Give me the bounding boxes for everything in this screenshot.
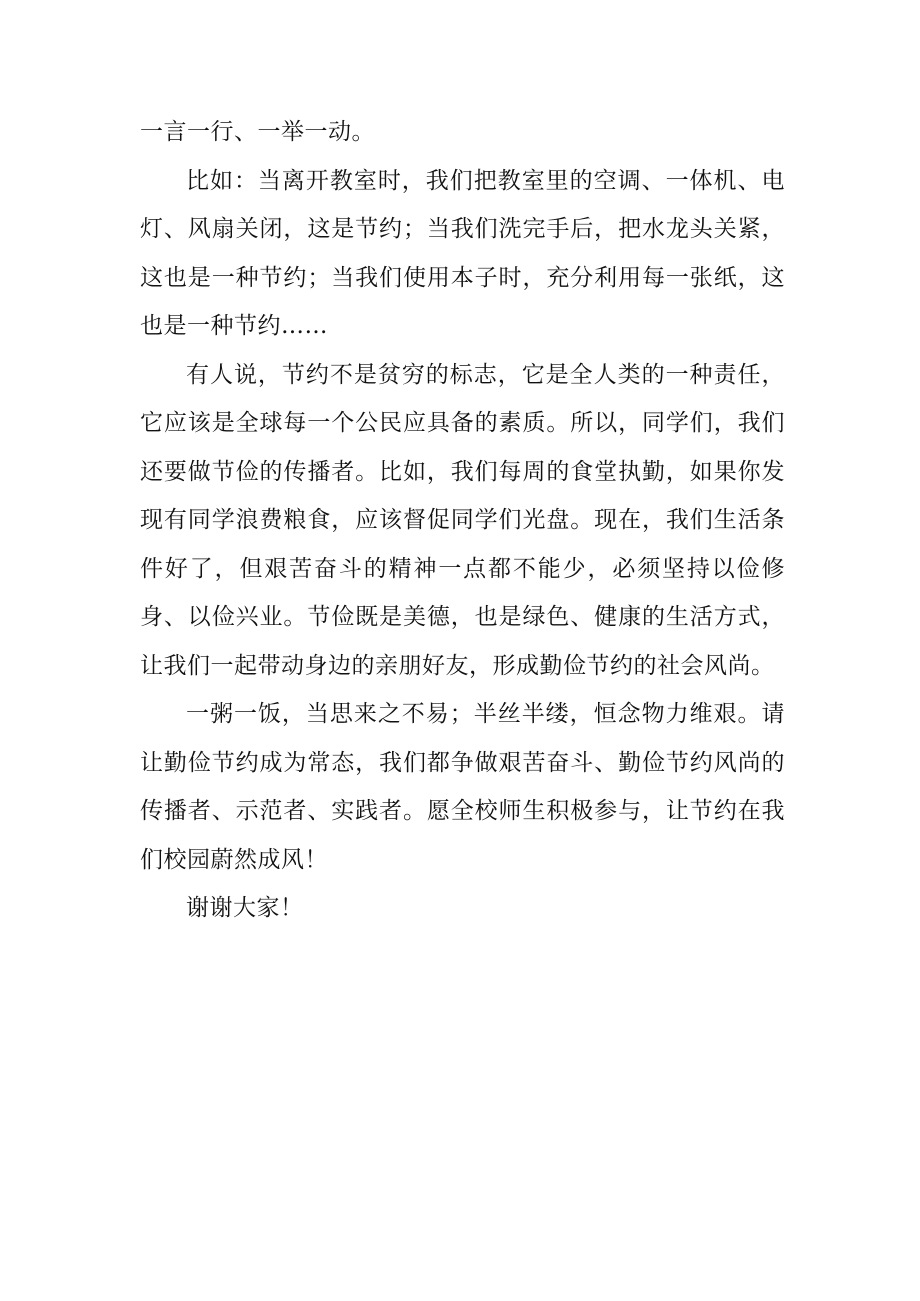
paragraph-continuation: 一言一行、一举一动。 [140,119,375,145]
paragraph-call-to-action: 一粥一饭，当思来之不易；半丝半缕，恒念物力维艰。请让勤俭节约成为常态，我们都争做艰苦奋斗、勤俭节约风尚的传播者、示范者、实践者。愿全校师生积极参与，让节约在我们校园蔚然成风！ [140,701,785,873]
paragraph-example-saving: 比如：当离开教室时，我们把教室里的空调、一体机、电灯、风扇关闭，这是节约；当我们洗完手后，把水龙头关紧，这也是一种节约；当我们使用本子时，充分利用每一张纸，这也是一种节约…… [140,167,785,339]
paragraph-thanks: 谢谢大家！ [186,895,304,921]
document-page [140,108,785,933]
paragraph-responsibility: 有人说，节约不是贫穷的标志，它是全人类的一种责任，它应该是全球每一个公民应具备的素质。所以，同学们，我们还要做节俭的传播者。比如，我们每周的食堂执勤，如果你发现有同学浪费粮食，应该督促同学们光盘。现在，我们生活条件好了，但艰苦奋斗的精神一点都不能少，必须坚持以俭修身、以俭兴业。节俭既是美德，也是绿色、健康的生活方式，让我们一起带动身边的亲朋好友，形成勤俭节约的社会风尚。 [140,361,785,679]
